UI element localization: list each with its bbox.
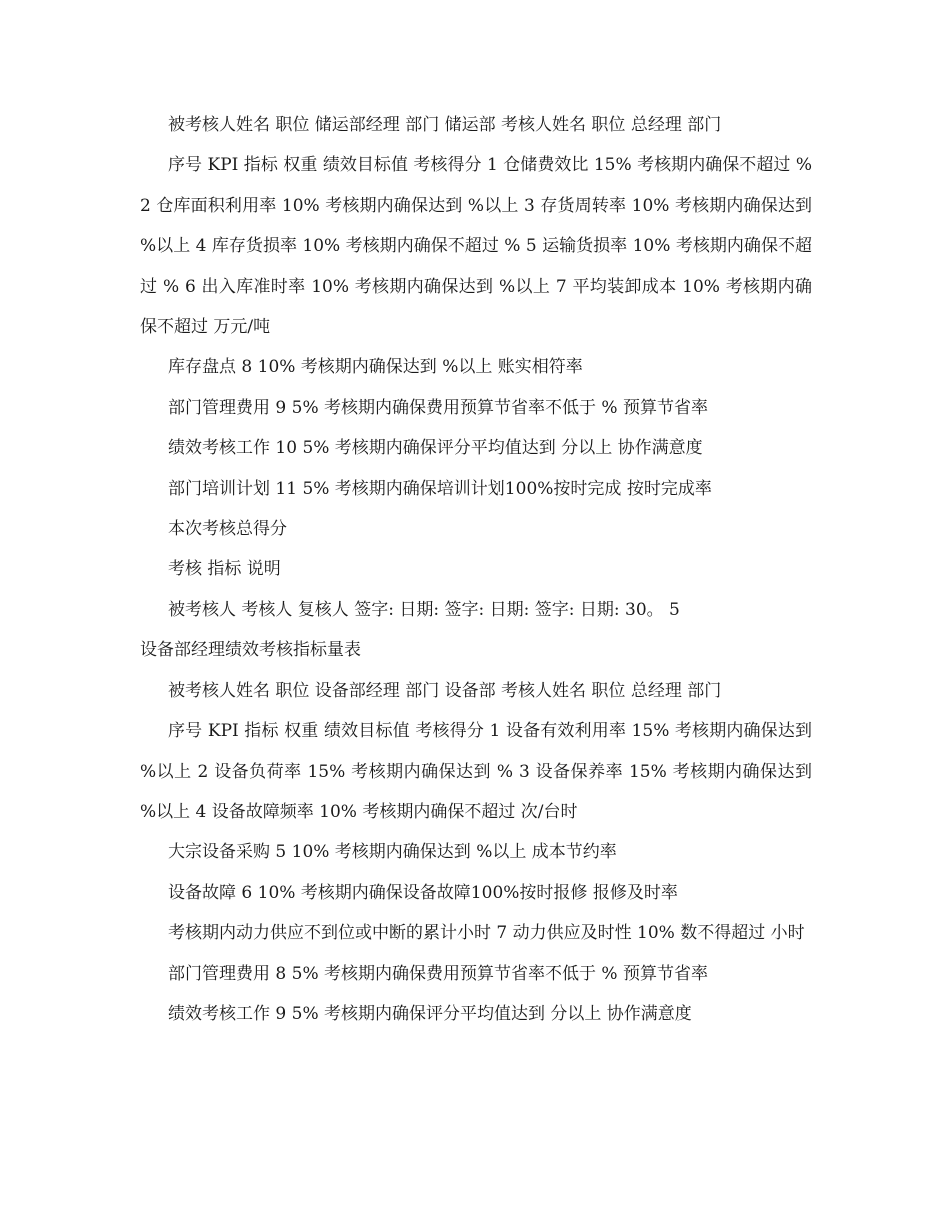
- paragraph-total-score: 本次考核总得分: [168, 519, 287, 540]
- paragraph-signatures: 被考核人 考核人 复核人 签字: 日期: 签字: 日期: 签字: 日期: 30。 5: [168, 599, 680, 620]
- paragraph-dept-management-cost-2: 部门管理费用 8 5% 考核期内确保费用预算节省率不低于 % 预算节省率: [168, 963, 708, 984]
- paragraph-equipment-fault: 设备故障 6 10% 考核期内确保设备故障100%按时报修 报修及时率: [168, 882, 678, 903]
- paragraph-performance-work: 绩效考核工作 10 5% 考核期内确保评分平均值达到 分以上 协作满意度: [168, 438, 703, 459]
- paragraph-inventory-check: 库存盘点 8 10% 考核期内确保达到 %以上 账实相符率: [168, 357, 583, 378]
- paragraph-dept-management-cost: 部门管理费用 9 5% 考核期内确保费用预算节省率不低于 % 预算节省率: [168, 397, 708, 418]
- paragraph-kpi-list-storage: 序号 KPI 指标 权重 绩效目标值 考核得分 1 仓储费效比 15% 考核期内确保不超过 % 2 仓库面积利用率 10% 考核期内确保达到 %以上 3 存货周转率 10% 考核期内确保达到 %以上 4 库存货损率 10% 考核期内确保不超过 % 5 运输货损率 10% 考核期内确保不超过 % 6 出入库准时率 10% 考核期内确保达到 %以上 7 平均装卸成本 10% 考核期内确保不超过 万元/吨: [140, 155, 812, 338]
- paragraph-indicator-note: 考核 指标 说明: [168, 559, 281, 580]
- paragraph-assessee-info-storage: 被考核人姓名 职位 储运部经理 部门 储运部 考核人姓名 职位 总经理 部门: [168, 115, 722, 135]
- section-title-equipment: 设备部经理绩效考核指标量表: [140, 640, 361, 661]
- paragraph-power-supply: 考核期内动力供应不到位或中断的累计小时 7 动力供应及时性 10% 数不得超过 小时: [168, 923, 805, 944]
- paragraph-assessee-info-equipment: 被考核人姓名 职位 设备部经理 部门 设备部 考核人姓名 职位 总经理 部门: [168, 680, 722, 701]
- paragraph-bulk-procurement: 大宗设备采购 5 10% 考核期内确保达到 %以上 成本节约率: [168, 842, 617, 863]
- document-page: [140, 105, 812, 1034]
- paragraph-kpi-list-equipment: 序号 KPI 指标 权重 绩效目标值 考核得分 1 设备有效利用率 15% 考核期内确保达到 %以上 2 设备负荷率 15% 考核期内确保达到 % 3 设备保养率 15% 考核期内确保达到 %以上 4 设备故障频率 10% 考核期内确保不超过 次/台时: [140, 721, 812, 822]
- paragraph-performance-work-2: 绩效考核工作 9 5% 考核期内确保评分平均值达到 分以上 协作满意度: [168, 1003, 692, 1024]
- paragraph-training-plan: 部门培训计划 11 5% 考核期内确保培训计划100%按时完成 按时完成率: [168, 478, 712, 499]
